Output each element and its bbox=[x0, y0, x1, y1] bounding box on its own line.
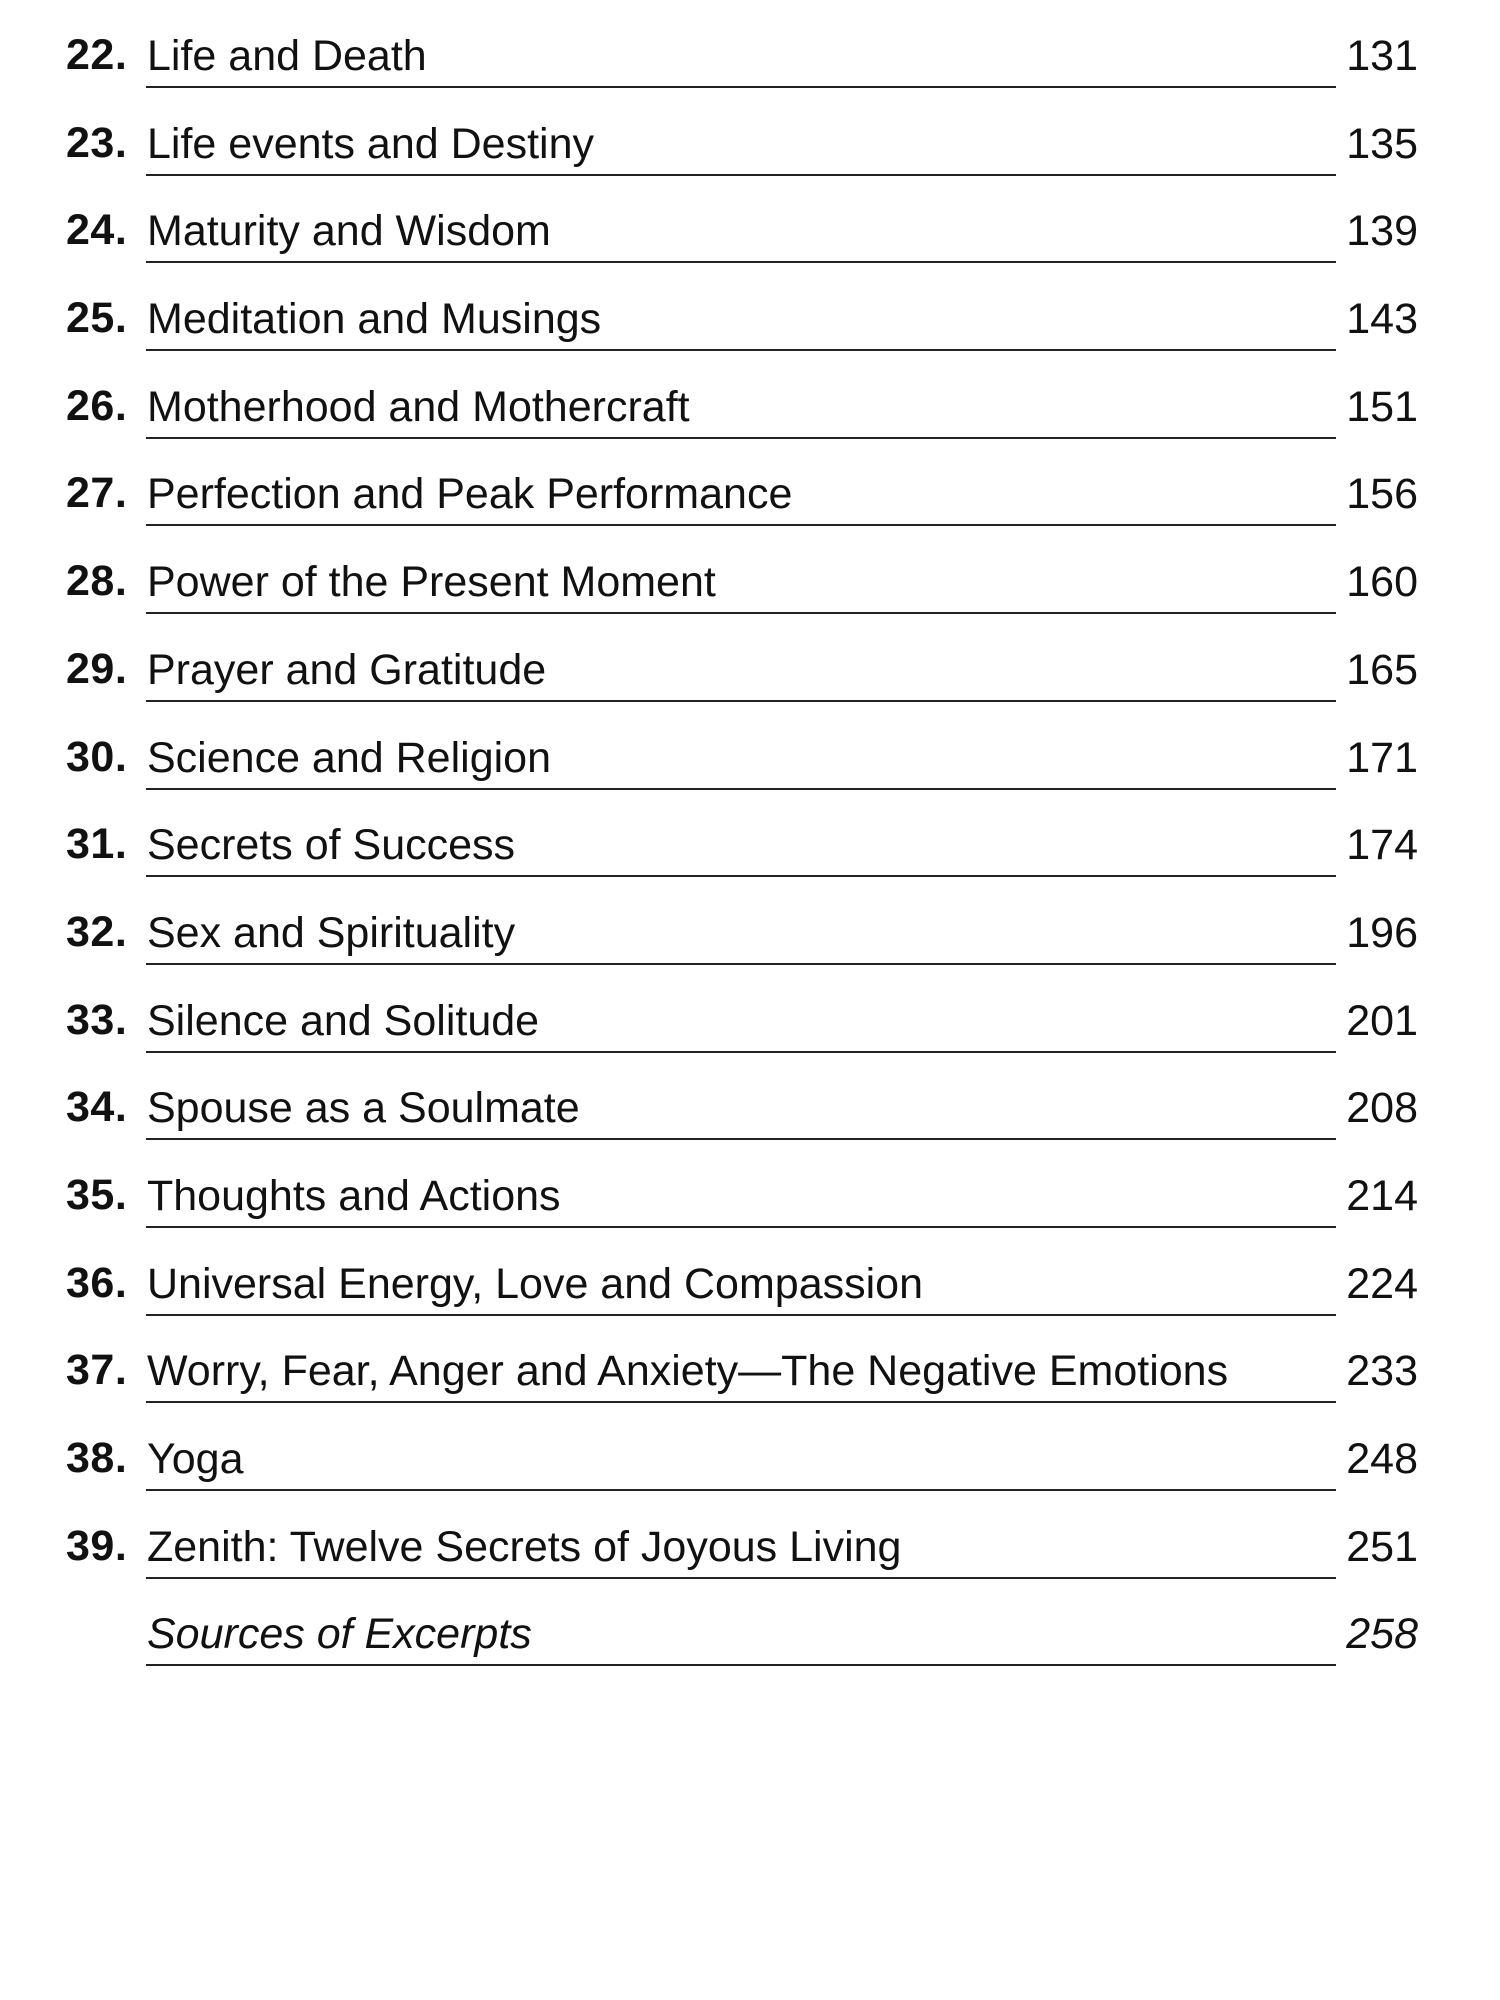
entry-title: Universal Energy, Love and Compassion bbox=[147, 1259, 923, 1308]
entry-number: 30. bbox=[66, 732, 128, 781]
entry-number: 32. bbox=[66, 907, 128, 956]
entry-underline bbox=[146, 1138, 1336, 1140]
entry-page-number: 251 bbox=[1346, 1522, 1418, 1571]
entry-title: Meditation and Musings bbox=[147, 295, 602, 344]
entry-title: Perfection and Peak Performance bbox=[147, 470, 793, 519]
entry-title: Life and Death bbox=[147, 32, 427, 80]
toc-entry-29[interactable] bbox=[0, 636, 1500, 724]
entry-underline bbox=[146, 437, 1336, 439]
entry-underline bbox=[146, 174, 1336, 176]
toc-entry-39[interactable] bbox=[0, 1513, 1500, 1601]
toc-entry-38[interactable] bbox=[0, 1425, 1500, 1513]
entry-title: Sources of Excerpts bbox=[147, 1610, 532, 1659]
entry-number: 35. bbox=[66, 1170, 128, 1219]
entry-underline bbox=[146, 1226, 1336, 1228]
entry-number: 34. bbox=[66, 1083, 128, 1132]
entry-number: 37. bbox=[66, 1346, 128, 1395]
toc-entry-23[interactable] bbox=[0, 110, 1500, 198]
toc-entry-36[interactable] bbox=[0, 1250, 1500, 1338]
entry-page-number: 208 bbox=[1346, 1084, 1418, 1133]
entry-title: Worry, Fear, Anger and Anxiety—The Negative Emotions bbox=[147, 1347, 1229, 1396]
toc-entry-33[interactable] bbox=[0, 987, 1500, 1075]
entry-title: Yoga bbox=[147, 1435, 244, 1483]
entry-title: Silence and Solitude bbox=[147, 996, 540, 1045]
entry-page-number: 196 bbox=[1346, 908, 1418, 957]
entry-number: 22. bbox=[66, 31, 128, 79]
entry-page-number: 135 bbox=[1346, 119, 1418, 168]
toc-entry-22[interactable] bbox=[0, 22, 1500, 110]
entry-title: Sex and Spirituality bbox=[147, 908, 516, 957]
entry-number: 28. bbox=[66, 557, 128, 606]
entry-title: Power of the Present Moment bbox=[147, 558, 716, 607]
entry-underline bbox=[146, 261, 1336, 263]
entry-page-number: 171 bbox=[1346, 733, 1418, 782]
entry-underline bbox=[146, 1314, 1336, 1316]
entry-page-number: 165 bbox=[1346, 645, 1418, 694]
entry-underline bbox=[146, 875, 1336, 877]
entry-number: 36. bbox=[66, 1258, 128, 1307]
entry-title: Maturity and Wisdom bbox=[147, 207, 551, 256]
toc-entry-30[interactable] bbox=[0, 724, 1500, 812]
entry-title: Life events and Destiny bbox=[147, 119, 594, 168]
entry-page-number: 224 bbox=[1346, 1259, 1418, 1308]
entry-underline bbox=[146, 700, 1336, 702]
toc-entry-28[interactable] bbox=[0, 548, 1500, 636]
toc-list bbox=[0, 22, 1500, 1688]
entry-page-number: 156 bbox=[1346, 470, 1418, 519]
entry-underline bbox=[146, 1577, 1336, 1579]
entry-title: Motherhood and Mothercraft bbox=[147, 382, 690, 431]
entry-page-number: 214 bbox=[1346, 1171, 1418, 1220]
entry-page-number: 258 bbox=[1346, 1610, 1418, 1659]
entry-number: 29. bbox=[66, 644, 128, 693]
entry-underline bbox=[146, 963, 1336, 965]
entry-underline bbox=[146, 349, 1336, 351]
entry-number: 26. bbox=[66, 381, 128, 430]
entry-title: Spouse as a Soulmate bbox=[147, 1084, 580, 1133]
entry-underline bbox=[146, 612, 1336, 614]
toc-entry-32[interactable] bbox=[0, 899, 1500, 987]
entry-number: 25. bbox=[66, 294, 128, 343]
entry-underline bbox=[146, 1489, 1336, 1491]
entry-underline bbox=[146, 1401, 1336, 1403]
entry-number: 39. bbox=[66, 1521, 128, 1570]
entry-page-number: 151 bbox=[1346, 382, 1418, 431]
entry-page-number: 143 bbox=[1346, 295, 1418, 344]
entry-number: 31. bbox=[66, 820, 128, 869]
entry-page-number: 248 bbox=[1346, 1435, 1418, 1483]
toc-entry-sources-of-excerpts[interactable] bbox=[0, 1600, 1500, 1688]
entry-page-number: 201 bbox=[1346, 996, 1418, 1045]
entry-title: Secrets of Success bbox=[147, 821, 516, 870]
entry-title: Science and Religion bbox=[147, 733, 551, 782]
toc-entry-24[interactable] bbox=[0, 197, 1500, 285]
entry-title: Thoughts and Actions bbox=[147, 1171, 561, 1220]
entry-underline bbox=[146, 788, 1336, 790]
toc-entry-35[interactable] bbox=[0, 1162, 1500, 1250]
entry-number: 33. bbox=[66, 995, 128, 1044]
entry-page-number: 233 bbox=[1346, 1347, 1418, 1396]
entry-number: 23. bbox=[66, 118, 128, 167]
entry-title: Prayer and Gratitude bbox=[147, 645, 547, 694]
entry-page-number: 131 bbox=[1346, 32, 1418, 80]
entry-underline bbox=[146, 524, 1336, 526]
entry-number: 24. bbox=[66, 206, 128, 255]
toc-entry-26[interactable] bbox=[0, 373, 1500, 461]
toc-entry-25[interactable] bbox=[0, 285, 1500, 373]
toc-entry-34[interactable] bbox=[0, 1074, 1500, 1162]
entry-page-number: 160 bbox=[1346, 558, 1418, 607]
entry-underline bbox=[146, 86, 1336, 88]
entry-title: Zenith: Twelve Secrets of Joyous Living bbox=[147, 1522, 902, 1571]
entry-page-number: 174 bbox=[1346, 821, 1418, 870]
entry-page-number: 139 bbox=[1346, 207, 1418, 256]
toc-entry-37[interactable] bbox=[0, 1337, 1500, 1425]
entry-underline bbox=[146, 1664, 1336, 1666]
entry-underline bbox=[146, 1051, 1336, 1053]
entry-number: 38. bbox=[66, 1434, 128, 1482]
entry-number: 27. bbox=[66, 469, 128, 518]
toc-entry-31[interactable] bbox=[0, 811, 1500, 899]
toc-entry-27[interactable] bbox=[0, 460, 1500, 548]
